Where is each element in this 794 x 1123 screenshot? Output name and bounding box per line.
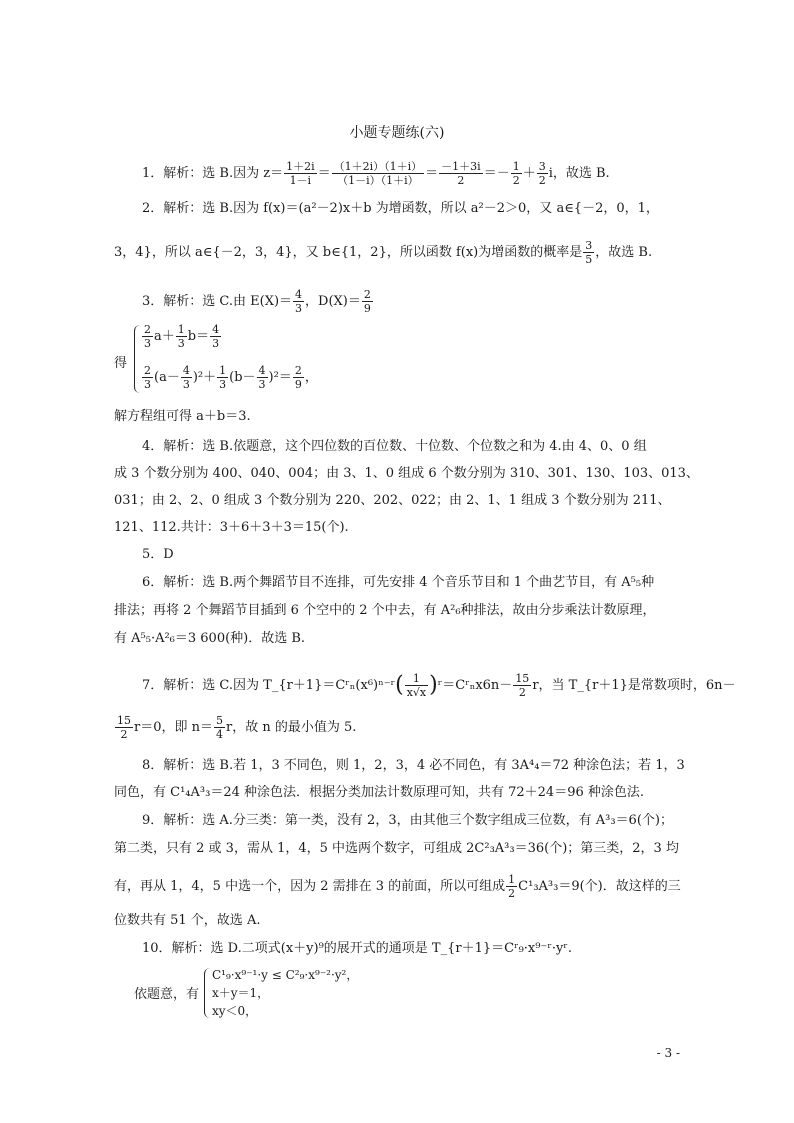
item-1-text: 1．解析：选 B.因为 z＝ [142, 166, 284, 181]
fraction-numerator: 5 [216, 714, 223, 727]
item-2-text: 3，4}，所以 a∈{－2，3，4}，又 b∈{1，2}，所以函数 f(x)为增函数的概率是 [114, 245, 583, 260]
fraction-denominator: 9 [294, 378, 302, 391]
item-5: 5．D [142, 547, 174, 562]
fraction-denominator: 3 [177, 337, 185, 350]
fraction-denominator: 1－i [289, 174, 312, 187]
item-7-line-2 [114, 714, 356, 741]
page-number: - 3 - [656, 1046, 680, 1060]
fraction-denominator: （1－i）（1＋i） [337, 174, 419, 187]
paren-left: ( [395, 672, 404, 698]
brace-mark [134, 325, 141, 393]
item-1 [142, 160, 610, 187]
fraction-denominator: 2 [538, 174, 546, 187]
item-7-text: r＝0，即 n＝ [134, 720, 213, 735]
item-7-text: r，故 n 的最小值为 5. [226, 720, 357, 735]
fraction-numerator: 4 [182, 364, 190, 377]
fraction [142, 364, 153, 391]
inequality-row-2: x＋y＝1， [212, 986, 270, 1000]
item-7-line-1 [142, 672, 736, 699]
fraction [257, 364, 268, 391]
inequality-row-3: xy＜0， [212, 1004, 258, 1018]
paren-right: ) [429, 672, 438, 698]
fraction-numerator: 3 [538, 160, 546, 173]
equals: ＝ [425, 166, 439, 181]
item-3-line-1 [142, 288, 374, 315]
fraction-numerator: （1＋2i）（1＋i） [333, 160, 423, 173]
fraction-numerator: 15 [515, 672, 530, 685]
fraction-numerator: 1 [508, 873, 516, 886]
item-8-line-1: 8．解析：选 B.若 1，3 不同色，则 1，2，3，4 必不同色，有 3A⁴₄＝72 种涂色法；若 1，3 [142, 758, 685, 773]
fraction-denominator: 3 [144, 337, 151, 350]
fraction-numerator: 2 [363, 288, 371, 301]
fraction [362, 288, 373, 315]
fraction-denominator: 2 [518, 686, 526, 699]
equation-text: (b－ [229, 370, 256, 385]
fraction-numerator: 4 [212, 323, 220, 336]
item-3-result: 解方程组可得 a＋b＝3. [114, 409, 251, 424]
fraction-denominator: 5 [585, 253, 593, 266]
fraction-denominator: 3 [219, 378, 227, 391]
equation-text: )²＋ [192, 370, 217, 385]
item-3-de: 得 [114, 356, 128, 371]
fraction-denominator: 2 [457, 174, 465, 187]
equation-system-row-2 [141, 364, 318, 391]
fraction-denominator: 2 [120, 728, 128, 741]
fraction-denominator: x√x [406, 686, 427, 699]
fraction [115, 714, 133, 741]
item-1-tail: i，故选 B. [548, 166, 610, 181]
item-8-line-2: 同色，有 C¹₄A³₃＝24 种涂色法．根据分类加法计数原理可知，共有 72＋24＝96 种涂色法. [114, 785, 645, 800]
fraction [511, 160, 522, 187]
fraction [332, 160, 425, 187]
item-9-line-2: 第二类，只有 2 或 3，需从 1，4，5 中选两个数字，可组成 2C²₃A³₃＝36(个)；第三类，2，3 均 [114, 841, 679, 856]
equation-system-row-1 [141, 323, 222, 350]
fraction [142, 323, 153, 350]
fraction-denominator: 3 [182, 378, 190, 391]
item-3-text: 3．解析：选 C.由 E(X)＝ [142, 294, 293, 309]
item-6-line-1: 6．解析：选 B.两个舞蹈节目不连排，可先安排 4 个音乐节目和 1 个曲艺节目，有 A⁵₅种 [142, 575, 655, 590]
equation-text: a＋ [154, 329, 175, 344]
fraction-numerator: 15 [117, 714, 131, 727]
fraction-numerator: 1 [405, 672, 428, 686]
fraction [537, 160, 548, 187]
fraction-numerator: 1 [177, 323, 185, 336]
item-10-line-1: 10．解析：选 D.二项式(x＋y)⁹的展开式的通项是 T_{r＋1}＝Cʳ₉·x⁹⁻ʳ·yʳ. [142, 941, 572, 956]
fraction-denominator: 2 [512, 174, 520, 187]
item-4-line-2: 成 3 个数分别为 400、040、004；由 3、1、0 组成 6 个数分别为 310、301、130、103、013、 [114, 466, 699, 481]
item-2-line-1: 2．解析：选 B.因为 f(x)＝(a²－2)x＋b 为增函数，所以 a²－2＞0，又 a∈{－2，0，1， [142, 201, 659, 216]
item-4-line-4: 121、112.共计：3＋6＋3＋3＝15(个). [114, 520, 349, 535]
fraction [506, 873, 517, 900]
fraction [293, 364, 304, 391]
fraction-numerator: 4 [258, 364, 266, 377]
item-4-line-1: 4．解析：选 B.依题意，这个四位数的百位数、十位数、个位数之和为 4.由 4、0、0 组 [142, 439, 647, 454]
fraction-denominator: 3 [144, 378, 151, 391]
item-6-line-2: 排法；再将 2 个舞蹈节目插到 6 个空中的 2 个中去，有 A²₆种排法，故由分步乘法计数原理， [114, 603, 656, 618]
fraction-numerator: 2 [144, 364, 151, 377]
fraction [176, 323, 187, 350]
fraction-denominator: 3 [295, 302, 303, 315]
item-9-line-4: 位数共有 51 个，故选 A. [114, 913, 261, 928]
fraction-numerator: 2 [294, 364, 302, 377]
fraction [181, 364, 192, 391]
fraction [214, 714, 225, 741]
item-9-line-1: 9．解析：选 A.分三类：第一类，没有 2，3，由其他三个数字组成三位数，有 A³₃＝6(个)； [142, 813, 673, 828]
fraction-denominator: 9 [363, 302, 371, 315]
fraction-denominator: 3 [212, 337, 220, 350]
item-3-text: ，D(X)＝ [305, 294, 361, 309]
fraction-denominator: 3 [258, 378, 266, 391]
item-7-text: 7．解析：选 C.因为 T_{r＋1}＝Cʳₙ(x⁶)ⁿ⁻ʳ [142, 678, 396, 693]
plus: ＋ [522, 166, 536, 181]
item-9-text: C¹₃A³₃＝9(个)．故这样的三 [518, 879, 681, 894]
item-7-text: ʳ＝Cʳₙx6n－ [437, 678, 513, 693]
fraction-numerator: 3 [585, 239, 593, 252]
fraction [293, 288, 304, 315]
fraction [583, 239, 594, 266]
item-9-text: 有，再从 1，4，5 中选一个，因为 2 需排在 3 的前面，所以可组成 [114, 879, 506, 894]
fraction-numerator: 1 [512, 160, 520, 173]
inequality-row-1: C¹₉·x⁹⁻¹·y ≤ C²₉·x⁹⁻²·y²， [212, 968, 359, 982]
page-title: 小题专题练(六) [349, 125, 445, 141]
brace-mark [204, 968, 211, 1018]
item-9-line-3 [114, 873, 681, 900]
equation-text: b＝ [187, 329, 210, 344]
fraction [210, 323, 221, 350]
equation-text: )²＝ [268, 370, 292, 385]
item-4-line-3: 031；由 2、2、0 组成 3 个数分别为 220、202、022；由 2、1、1 组成 3 个数分别为 211、 [114, 493, 671, 508]
fraction [284, 160, 317, 187]
item-6-line-3: 有 A⁵₅·A²₆＝3 600(种)．故选 B. [114, 631, 306, 646]
item-2-line-2 [114, 239, 652, 266]
item-2-tail: ，故选 B. [595, 245, 653, 260]
fraction-numerator: 1 [219, 364, 227, 377]
item-10-de: 依题意，有 [134, 987, 200, 1002]
fraction [405, 672, 428, 699]
equation-text: (a－ [154, 370, 180, 385]
fraction-numerator: 2 [144, 323, 151, 336]
fraction-denominator: 2 [508, 887, 516, 900]
item-7-text: r，当 T_{r＋1}是常数项时，6n－ [532, 678, 736, 693]
fraction-numerator: 1＋2i [286, 160, 315, 173]
fraction [217, 364, 228, 391]
equals: ＝ [317, 166, 331, 181]
fraction-numerator: －1＋3i [441, 160, 481, 173]
fraction [513, 672, 531, 699]
equation-text: ， [304, 370, 318, 385]
equals: ＝－ [483, 166, 510, 181]
fraction-numerator: 4 [295, 288, 303, 301]
fraction [439, 160, 483, 187]
fraction-denominator: 4 [216, 728, 223, 741]
